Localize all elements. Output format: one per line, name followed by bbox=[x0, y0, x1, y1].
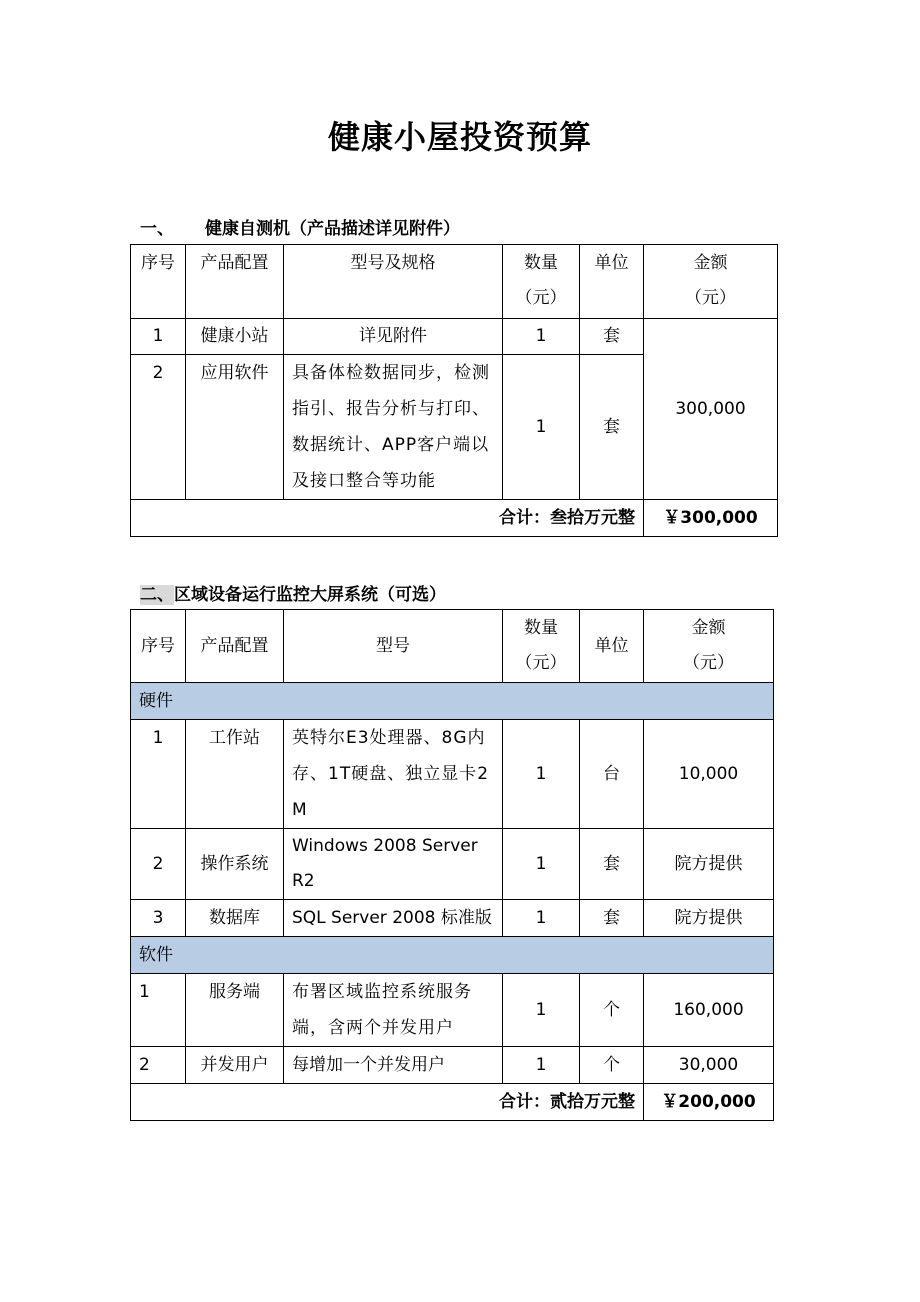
cell-config: 应用软件 bbox=[186, 355, 284, 500]
cell-config: 数据库 bbox=[186, 900, 284, 937]
section1-title: 健康自测机（产品描述详见附件） bbox=[205, 219, 460, 239]
section2-heading bbox=[140, 580, 446, 605]
header-qty-unit: （元） bbox=[515, 288, 567, 308]
cell-unit: 个 bbox=[580, 1047, 644, 1084]
cell-unit: 套 bbox=[580, 319, 644, 355]
table-row bbox=[131, 974, 774, 1047]
table-row bbox=[131, 1047, 774, 1084]
cell-qty: 1 bbox=[503, 900, 580, 937]
cell-spec: 每增加一个并发用户 bbox=[284, 1047, 503, 1084]
table-header-row bbox=[131, 245, 778, 319]
header-no: 序号 bbox=[131, 610, 186, 683]
cell-amount: 30,000 bbox=[644, 1047, 774, 1084]
table-row bbox=[131, 829, 774, 900]
header-amount-unit: （元） bbox=[685, 288, 736, 308]
cell-unit: 套 bbox=[580, 355, 644, 500]
table-row bbox=[131, 900, 774, 937]
section1-heading bbox=[140, 214, 460, 239]
header-amount-label: 金额 bbox=[693, 253, 728, 273]
budget-table-1 bbox=[130, 244, 778, 537]
cell-no: 2 bbox=[131, 1047, 186, 1084]
header-spec: 型号 bbox=[284, 610, 503, 683]
header-unit: 单位 bbox=[580, 610, 644, 683]
header-qty-label: 数量 bbox=[524, 618, 558, 638]
cell-amount: 院方提供 bbox=[644, 900, 774, 937]
header-config: 产品配置 bbox=[186, 610, 284, 683]
cell-shared-amount: 300,000 bbox=[644, 319, 778, 500]
total-value: ￥300,000 bbox=[644, 500, 778, 537]
header-qty-label: 数量 bbox=[524, 253, 558, 273]
cell-qty: 1 bbox=[503, 829, 580, 900]
total-label: 合计：叁拾万元整 bbox=[131, 500, 644, 537]
header-amount-unit: （元） bbox=[683, 653, 734, 673]
cell-qty: 1 bbox=[503, 355, 580, 500]
cell-qty: 1 bbox=[503, 319, 580, 355]
category-row-hardware bbox=[131, 683, 774, 720]
cell-no: 1 bbox=[131, 720, 186, 829]
header-amount bbox=[644, 245, 778, 319]
cell-unit: 套 bbox=[580, 900, 644, 937]
budget-table-2 bbox=[130, 609, 774, 1121]
header-no: 序号 bbox=[131, 245, 186, 319]
cell-spec: Windows 2008 Server R2 bbox=[284, 829, 503, 900]
header-qty bbox=[503, 610, 580, 683]
total-label: 合计：贰拾万元整 bbox=[131, 1084, 644, 1121]
cell-amount: 160,000 bbox=[644, 974, 774, 1047]
cell-config: 健康小站 bbox=[186, 319, 284, 355]
cell-no: 2 bbox=[131, 829, 186, 900]
cell-unit: 台 bbox=[580, 720, 644, 829]
cell-qty: 1 bbox=[503, 1047, 580, 1084]
total-row bbox=[131, 500, 778, 537]
section1-number: 一、 bbox=[140, 219, 174, 239]
table-row bbox=[131, 720, 774, 829]
header-qty-unit: （元） bbox=[515, 653, 567, 673]
category-label: 软件 bbox=[131, 937, 774, 974]
cell-no: 2 bbox=[131, 355, 186, 500]
table-row bbox=[131, 319, 778, 355]
cell-amount: 10,000 bbox=[644, 720, 774, 829]
cell-amount: 院方提供 bbox=[644, 829, 774, 900]
cell-no: 3 bbox=[131, 900, 186, 937]
table-header-row bbox=[131, 610, 774, 683]
cell-no: 1 bbox=[131, 319, 186, 355]
header-spec: 型号及规格 bbox=[284, 245, 503, 319]
cell-qty: 1 bbox=[503, 720, 580, 829]
cell-unit: 个 bbox=[580, 974, 644, 1047]
cell-config: 工作站 bbox=[186, 720, 284, 829]
header-unit: 单位 bbox=[580, 245, 644, 319]
section2-number: 二、 bbox=[140, 585, 174, 605]
cell-config: 并发用户 bbox=[186, 1047, 284, 1084]
cell-no: 1 bbox=[131, 974, 186, 1047]
section2-title: 区域设备运行监控大屏系统（可选） bbox=[174, 585, 446, 605]
cell-spec: 英特尔E3处理器、8G内存、1T硬盘、独立显卡2M bbox=[284, 720, 503, 829]
cell-spec: 布署区域监控系统服务端，含两个并发用户 bbox=[284, 974, 503, 1047]
page-title: 健康小屋投资预算 bbox=[327, 118, 592, 156]
cell-spec: 具备体检数据同步，检测指引、报告分析与打印、数据统计、APP客户端以及接口整合等功能 bbox=[284, 355, 503, 500]
cell-spec: SQL Server 2008 标准版 bbox=[284, 900, 503, 937]
cell-config: 操作系统 bbox=[186, 829, 284, 900]
header-amount bbox=[644, 610, 774, 683]
cell-spec: 详见附件 bbox=[284, 319, 503, 355]
total-value: ￥200,000 bbox=[644, 1084, 774, 1121]
header-amount-label: 金额 bbox=[691, 618, 726, 638]
cell-config: 服务端 bbox=[186, 974, 284, 1047]
cell-unit: 套 bbox=[580, 829, 644, 900]
category-row-software bbox=[131, 937, 774, 974]
cell-qty: 1 bbox=[503, 974, 580, 1047]
total-row bbox=[131, 1084, 774, 1121]
header-config: 产品配置 bbox=[186, 245, 284, 319]
category-label: 硬件 bbox=[131, 683, 774, 720]
header-qty bbox=[503, 245, 580, 319]
